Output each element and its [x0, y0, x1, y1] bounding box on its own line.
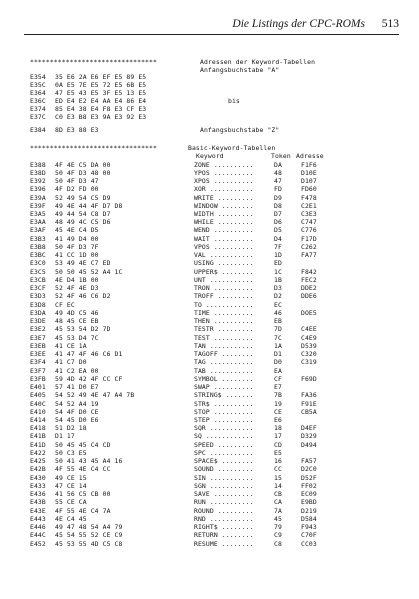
row-keyword: TRON ..........	[194, 284, 254, 293]
row-address: E452	[30, 539, 46, 548]
row-address: E3AF	[30, 226, 46, 235]
row-routine-address: F69D	[301, 374, 317, 383]
row-hex-bytes: 55 CE CA	[55, 498, 87, 507]
row-address: E41B	[30, 432, 46, 441]
bis-label: bis	[228, 97, 240, 105]
row-hex-bytes: 8D E3 88 E3	[55, 126, 99, 134]
row-routine-address: D329	[301, 432, 317, 441]
row-hex-bytes: D1 17	[55, 432, 75, 441]
row-token: D6	[274, 218, 282, 227]
row-keyword: RUN ...........	[194, 498, 254, 507]
row-keyword: SIN ...........	[194, 473, 254, 482]
row-address: E3CF	[30, 284, 46, 293]
row-keyword: TAN ...........	[194, 341, 254, 350]
row-hex-bytes: 47 CE 14	[55, 481, 87, 490]
row-hex-bytes: 49 4E 44 4F D7 D8	[55, 201, 123, 210]
row-token: D3	[274, 284, 282, 293]
row-hex-bytes: 53 49 4E C7 ED	[55, 259, 111, 268]
row-address: E433	[30, 481, 46, 490]
row-keyword: WHILE .........	[194, 218, 254, 227]
row-token: EC	[274, 300, 282, 309]
row-token: E5	[274, 448, 282, 457]
row-hex-bytes: 50 4F D3 7F	[55, 242, 99, 251]
row-token: 17	[274, 432, 282, 441]
row-address: E3D8	[30, 300, 46, 309]
row-keyword: TESTR .........	[194, 325, 254, 334]
row-token: 47	[274, 177, 282, 185]
row-token: 7D	[274, 325, 282, 334]
row-keyword: WIDTH .........	[194, 209, 254, 218]
row-routine-address: F91E	[301, 399, 317, 408]
row-address: E3B3	[30, 234, 46, 243]
row-keyword: SPACE$ ........	[194, 457, 254, 466]
row-keyword: WAIT ..........	[194, 234, 254, 243]
row-routine-address: D4EF	[301, 424, 317, 433]
row-routine-address: CC03	[301, 539, 317, 548]
row-token: EA	[274, 366, 282, 375]
row-keyword: VAL ...........	[194, 251, 254, 260]
row-address: E384	[30, 126, 46, 134]
row-routine-address: F478	[301, 193, 317, 202]
row-address: E388	[30, 160, 46, 169]
row-routine-address: F17D	[301, 234, 317, 243]
row-routine-address: F842	[301, 267, 317, 276]
page-header	[0, 18, 419, 40]
row-address: E374	[30, 105, 46, 113]
row-hex-bytes: 52 4F 46 C6 D2	[55, 292, 111, 301]
row-hex-bytes: CF EC	[55, 300, 75, 309]
row-hex-bytes: 52 4F 4E D3	[55, 284, 99, 293]
row-keyword: TIME ..........	[194, 308, 254, 317]
row-token: 19	[274, 399, 282, 408]
row-keyword: SAVE ..........	[194, 490, 254, 499]
row-routine-address: D584	[301, 514, 317, 523]
row-token: D2	[274, 292, 282, 301]
row-keyword: TAB ...........	[194, 366, 254, 375]
row-routine-address: DDE6	[301, 292, 317, 301]
row-hex-bytes: 4F D2 FD 00	[55, 185, 99, 194]
row-hex-bytes: 41 47 4F 46 C6 D1	[55, 350, 123, 358]
row-hex-bytes: 49 47 48 54 A4 79	[55, 523, 123, 532]
row-token: 1C	[274, 267, 282, 276]
row-routine-address: D2C0	[301, 465, 317, 474]
row-address: E3D3	[30, 292, 46, 301]
row-token: C9	[274, 531, 282, 540]
row-token: 14	[274, 481, 282, 490]
row-keyword: TROFF .........	[194, 292, 254, 301]
row-hex-bytes: 54 52 49 4E 47 A4 7B	[55, 391, 135, 400]
row-routine-address: FD60	[301, 185, 317, 194]
row-address: E414	[30, 415, 46, 424]
row-token: CE	[274, 407, 282, 416]
row-hex-bytes: 50 4F D3 47	[55, 177, 99, 185]
row-address: E3EB	[30, 341, 46, 350]
section-title-keyword-tables: Adressen der Keyword-Tabellen	[200, 58, 316, 66]
row-address: E44C	[30, 531, 46, 540]
row-keyword: STEP ..........	[194, 415, 254, 424]
row-routine-address: F1F6	[301, 160, 317, 169]
row-address: E410	[30, 407, 46, 416]
row-address: E3A5	[30, 209, 46, 218]
row-keyword: XPOS ..........	[194, 177, 254, 185]
row-address: E392	[30, 177, 46, 185]
row-keyword: STOP ..........	[194, 407, 254, 416]
row-address: E401	[30, 383, 46, 391]
row-address: E3FB	[30, 374, 46, 383]
row-token: CD	[274, 440, 282, 449]
row-address: E35C	[30, 81, 46, 89]
row-hex-bytes: 50 41 43 45 A4 16	[55, 457, 123, 466]
row-address: E3AA	[30, 218, 46, 227]
row-address: E39F	[30, 201, 46, 210]
row-address: E405	[30, 391, 46, 400]
row-hex-bytes: 48 45 CE EB	[55, 317, 99, 326]
row-token: ED	[274, 259, 282, 268]
row-keyword: SQ ............	[194, 432, 254, 441]
row-hex-bytes: 45 53 55 4D C5 C8	[55, 539, 123, 548]
running-title: Die Listings der CPC-ROMs	[232, 18, 365, 30]
row-routine-address: C747	[301, 218, 317, 227]
row-routine-address: C776	[301, 226, 317, 235]
row-token: 15	[274, 473, 282, 482]
row-routine-address: C319	[301, 358, 317, 367]
row-hex-bytes: 41 C2 EA 00	[55, 366, 99, 375]
row-keyword: TAGOFF ........	[194, 350, 254, 358]
row-token: CB	[274, 490, 282, 499]
row-address: E43B	[30, 498, 46, 507]
row-routine-address: DDE2	[301, 284, 317, 293]
row-hex-bytes: 41 CE 1A	[55, 341, 87, 350]
table-row	[0, 540, 419, 549]
first-letter-label: Anfangsbuchstabe "A"	[200, 66, 280, 74]
row-keyword: WRITE .........	[194, 193, 254, 202]
row-routine-address: C262	[301, 242, 317, 251]
row-routine-address: C2E1	[301, 201, 317, 210]
row-hex-bytes: 49 44 54 C8 D7	[55, 209, 111, 218]
row-hex-bytes: 50 4F D3 48 00	[55, 168, 111, 177]
row-routine-address: FA57	[301, 457, 317, 466]
column-header-address: Adresse	[296, 152, 324, 160]
row-hex-bytes: 52 49 54 C5 D9	[55, 193, 111, 202]
row-address: E41D	[30, 440, 46, 449]
row-keyword: SYMBOL ........	[194, 374, 254, 383]
row-hex-bytes: 49 CE 15	[55, 473, 87, 482]
row-token: 16	[274, 457, 282, 466]
row-keyword: TO ............	[194, 300, 254, 309]
row-address: E36C	[30, 97, 46, 105]
row-token: FD	[274, 185, 282, 194]
row-address: E364	[30, 89, 46, 97]
row-hex-bytes: 47 E5 43 E5 3F E5 13 E5	[55, 89, 147, 97]
row-routine-address: DOE5	[301, 308, 317, 317]
row-hex-bytes: 41 56 C5 CB 00	[55, 490, 111, 499]
row-address: E3EE	[30, 350, 46, 358]
row-keyword: STR$ ..........	[194, 399, 254, 408]
row-routine-address: E9BD	[301, 498, 317, 507]
row-token: 18	[274, 424, 282, 433]
row-hex-bytes: 59 4D 42 4F CC CF	[55, 374, 123, 383]
row-address: E436	[30, 490, 46, 499]
row-token: 1D	[274, 251, 282, 260]
row-routine-address: D539	[301, 341, 317, 350]
row-token: 79	[274, 523, 282, 532]
row-address: E443	[30, 514, 46, 523]
row-address: E418	[30, 424, 46, 433]
row-token: 48	[274, 168, 282, 177]
row-token: 1A	[274, 341, 282, 350]
row-hex-bytes: 35 E6 2A E6 EF E5 89 E5	[55, 73, 147, 81]
last-letter-label: Anfangsbuchstabe "Z"	[200, 126, 280, 134]
row-hex-bytes: 50 45 45 C4 CD	[55, 440, 111, 449]
row-hex-bytes: 4F 4E C5 DA 00	[55, 160, 111, 169]
row-hex-bytes: 0A E5 7E E5 72 E5 6B E5	[55, 81, 147, 89]
row-routine-address: F943	[301, 523, 317, 532]
row-hex-bytes: 41 49 D4 00	[55, 234, 99, 243]
row-address: E3DA	[30, 308, 46, 317]
row-token: D5	[274, 226, 282, 235]
row-keyword: USING .........	[194, 259, 254, 268]
row-routine-address: C4E9	[301, 333, 317, 342]
row-routine-address: C3E3	[301, 209, 317, 218]
row-routine-address: FA36	[301, 391, 317, 400]
separator-stars: ********************************	[30, 58, 157, 66]
row-token: C8	[274, 539, 282, 548]
row-token: D0	[274, 358, 282, 367]
row-keyword: VPOS ..........	[194, 242, 254, 251]
row-hex-bytes: 57 41 D0 E7	[55, 383, 99, 391]
row-address: E422	[30, 448, 46, 457]
row-keyword: UPPER$ ........	[194, 267, 254, 276]
row-hex-bytes: 48 49 4C C5 D6	[55, 218, 111, 227]
row-token: E7	[274, 383, 282, 391]
row-keyword: THEN ..........	[194, 317, 254, 326]
row-token: CF	[274, 374, 282, 383]
row-address: E3DE	[30, 317, 46, 326]
row-hex-bytes: 49 4D C5 46	[55, 308, 99, 317]
row-keyword: SWAP ..........	[194, 383, 254, 391]
row-hex-bytes: ED E4 E2 E4 AA E4 86 E4	[55, 97, 147, 105]
row-token: DA	[274, 160, 282, 169]
row-keyword: WEND ..........	[194, 226, 254, 235]
row-keyword: SPC ...........	[194, 448, 254, 457]
row-address: E37C	[30, 113, 46, 121]
row-address: E3CB	[30, 275, 46, 284]
row-hex-bytes: 4F 55 4E C4 7A	[55, 506, 111, 515]
row-hex-bytes: 85 E4 38 E4 F8 E3 CF E3	[55, 105, 147, 113]
header-rule	[24, 34, 399, 35]
row-token: D4	[274, 234, 282, 243]
row-address: E354	[30, 73, 46, 81]
row-routine-address: C70F	[301, 531, 317, 540]
row-hex-bytes: 45 4E C4 D5	[55, 226, 99, 235]
row-token: D1	[274, 350, 282, 358]
row-address: E3E2	[30, 325, 46, 334]
row-token: 7B	[274, 391, 282, 400]
row-token: EB	[274, 317, 282, 326]
row-keyword: RETURN ........	[194, 531, 254, 540]
row-hex-bytes: 50 C3 E5	[55, 448, 87, 457]
row-address: E430	[30, 473, 46, 482]
table-row	[0, 113, 419, 122]
row-keyword: SGN ...........	[194, 481, 254, 490]
row-hex-bytes: 45 53 54 D2 7D	[55, 325, 111, 334]
row-hex-bytes: 4F 55 4E C4 CC	[55, 465, 111, 474]
row-token: 7F	[274, 242, 282, 251]
row-keyword: ROUND .........	[194, 506, 254, 515]
row-hex-bytes: 51 D2 18	[55, 424, 87, 433]
row-keyword: SPEED .........	[194, 440, 254, 449]
row-address: E3B8	[30, 242, 46, 251]
row-routine-address: D10E	[301, 168, 317, 177]
row-keyword: STRING$ .......	[194, 391, 254, 400]
row-hex-bytes: 54 45 D0 E6	[55, 415, 99, 424]
row-routine-address: FF02	[301, 481, 317, 490]
row-routine-address: C4EE	[301, 325, 317, 334]
row-hex-bytes: 4E D4 1B 00	[55, 275, 99, 284]
row-hex-bytes: 4E C4 45	[55, 514, 87, 523]
row-routine-address: CB5A	[301, 407, 317, 416]
row-hex-bytes: 45 53 D4 7C	[55, 333, 99, 342]
row-address: E396	[30, 185, 46, 194]
row-routine-address: EC09	[301, 490, 317, 499]
row-token: D7	[274, 209, 282, 218]
row-address: E425	[30, 457, 46, 466]
row-token: E6	[274, 415, 282, 424]
separator-stars-2: ********************************	[30, 144, 157, 152]
row-token: 45	[274, 514, 282, 523]
row-token: 46	[274, 308, 282, 317]
row-keyword: TAG ...........	[194, 358, 254, 367]
row-routine-address: C320	[301, 350, 317, 358]
row-token: 1B	[274, 275, 282, 284]
row-hex-bytes: C0 E3 B8 E3 9A E3 92 E3	[55, 113, 147, 121]
row-address: E3F7	[30, 366, 46, 375]
row-keyword: RESUME ........	[194, 539, 254, 548]
row-hex-bytes: 54 52 A4 19	[55, 399, 99, 408]
row-address: E3C5	[30, 267, 46, 276]
section-title-basic-keywords: Basic-Keyword-Tabellen	[188, 144, 276, 152]
row-address: E42B	[30, 465, 46, 474]
row-hex-bytes: 54 4F D0 CE	[55, 407, 99, 416]
row-keyword: WINDOW ........	[194, 201, 254, 210]
row-token: CA	[274, 498, 282, 507]
row-routine-address: D107	[301, 177, 317, 185]
row-keyword: YPOS ..........	[194, 168, 254, 177]
row-keyword: RIGHT$ ........	[194, 523, 254, 532]
row-keyword: UNT ...........	[194, 275, 254, 284]
row-address: E3E7	[30, 333, 46, 342]
row-routine-address: D494	[301, 440, 317, 449]
row-routine-address: FA77	[301, 251, 317, 260]
row-address: E40C	[30, 399, 46, 408]
row-keyword: SQR ...........	[194, 424, 254, 433]
row-routine-address: D219	[301, 506, 317, 515]
row-keyword: RND ...........	[194, 514, 254, 523]
row-hex-bytes: 41 C7 D0	[55, 358, 87, 367]
row-routine-address: D52F	[301, 473, 317, 482]
row-address: E3C0	[30, 259, 46, 268]
row-routine-address: FEC2	[301, 275, 317, 284]
row-token: D9	[274, 193, 282, 202]
row-token: CC	[274, 465, 282, 474]
row-hex-bytes: 50 50 45 52 A4 1C	[55, 267, 123, 276]
row-token: D8	[274, 201, 282, 210]
row-keyword: ZONE ..........	[194, 160, 254, 169]
row-keyword: TEST ..........	[194, 333, 254, 342]
column-header-keyword: Keyword	[196, 152, 224, 160]
row-address: E446	[30, 523, 46, 532]
row-keyword: XOR ...........	[194, 185, 254, 194]
row-address: E39A	[30, 193, 46, 202]
row-address: E3F4	[30, 358, 46, 367]
row-keyword: SOUND .........	[194, 465, 254, 474]
row-hex-bytes: 41 CC 1D 00	[55, 251, 99, 260]
row-token: 7A	[274, 506, 282, 515]
column-header-token: Token	[271, 152, 291, 160]
row-hex-bytes: 45 54 55 52 CE C9	[55, 531, 123, 540]
row-address: E3BC	[30, 251, 46, 260]
row-address: E38D	[30, 168, 46, 177]
row-token: 7C	[274, 333, 282, 342]
page-number: 513	[381, 18, 399, 30]
row-address: E43E	[30, 506, 46, 515]
